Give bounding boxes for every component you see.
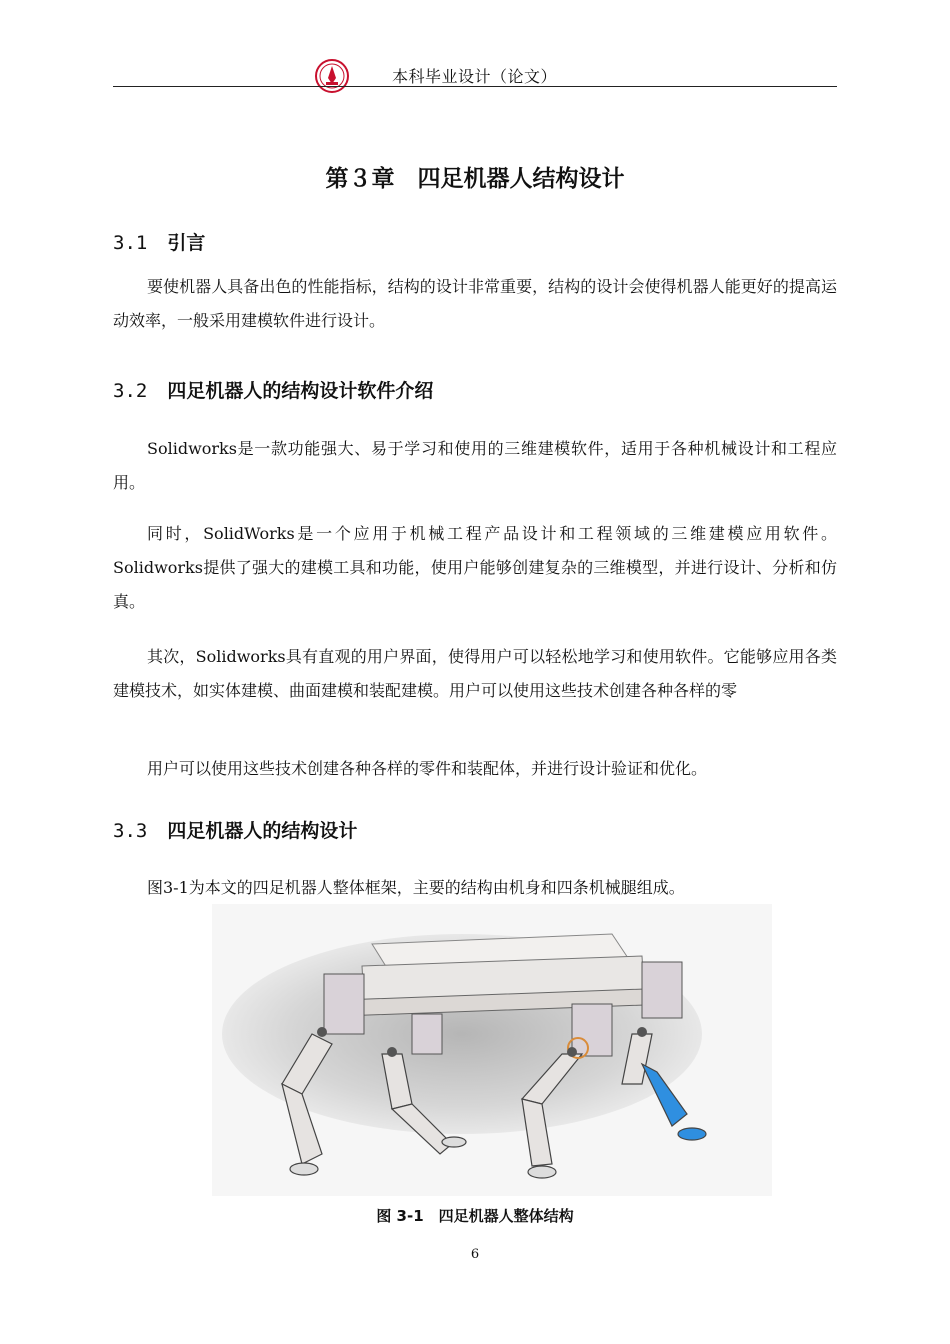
page-number: 6	[470, 1247, 480, 1262]
chapter-title: 第３章 四足机器人结构设计	[325, 166, 625, 192]
paragraph: 同时，SolidWorks是一个应用于机械工程产品设计和工程领域的三维建模应用软件。Solidworks提供了强大的建模工具和功能，使用户能够创建复杂的三维模型，并进行设计、分析和仿真。	[113, 524, 837, 611]
university-logo-icon	[314, 58, 350, 94]
section-heading-3-2	[113, 376, 433, 403]
figure-caption: 图 3-1 四足机器人整体结构	[376, 1207, 574, 1225]
section-title: 四足机器人的结构设计软件介绍	[167, 380, 434, 402]
paragraph: 图3-1为本文的四足机器人整体框架，主要的结构由机身和四条机械腿组成。	[147, 878, 685, 897]
section-number: 3.3	[113, 820, 148, 842]
section-heading-3-3	[113, 816, 357, 843]
section-heading-3-1	[113, 228, 205, 255]
header-title: 本科毕业设计（论文）	[392, 67, 558, 86]
section-title: 四足机器人的结构设计	[167, 820, 358, 842]
quadruped-robot-render-icon	[212, 904, 772, 1196]
paragraph: 要使机器人具备出色的性能指标，结构的设计非常重要，结构的设计会使得机器人能更好的提高运动效率，一般采用建模软件进行设计。	[113, 277, 837, 330]
section-title: 引言	[167, 232, 206, 254]
section-number: 3.2	[113, 380, 148, 402]
paragraph: 用户可以使用这些技术创建各种各样的零件和装配体，并进行设计验证和优化。	[147, 759, 708, 778]
paragraph: 其次，Solidworks具有直观的用户界面，使得用户可以轻松地学习和使用软件。它能够应用各类建模技术，如实体建模、曲面建模和装配建模。用户可以使用这些技术创建各种各样的零	[113, 647, 837, 700]
paragraph: Solidworks是一款功能强大、易于学习和使用的三维建模软件，适用于各种机械设计和工程应用。	[113, 439, 837, 492]
section-number: 3.1	[113, 232, 148, 254]
